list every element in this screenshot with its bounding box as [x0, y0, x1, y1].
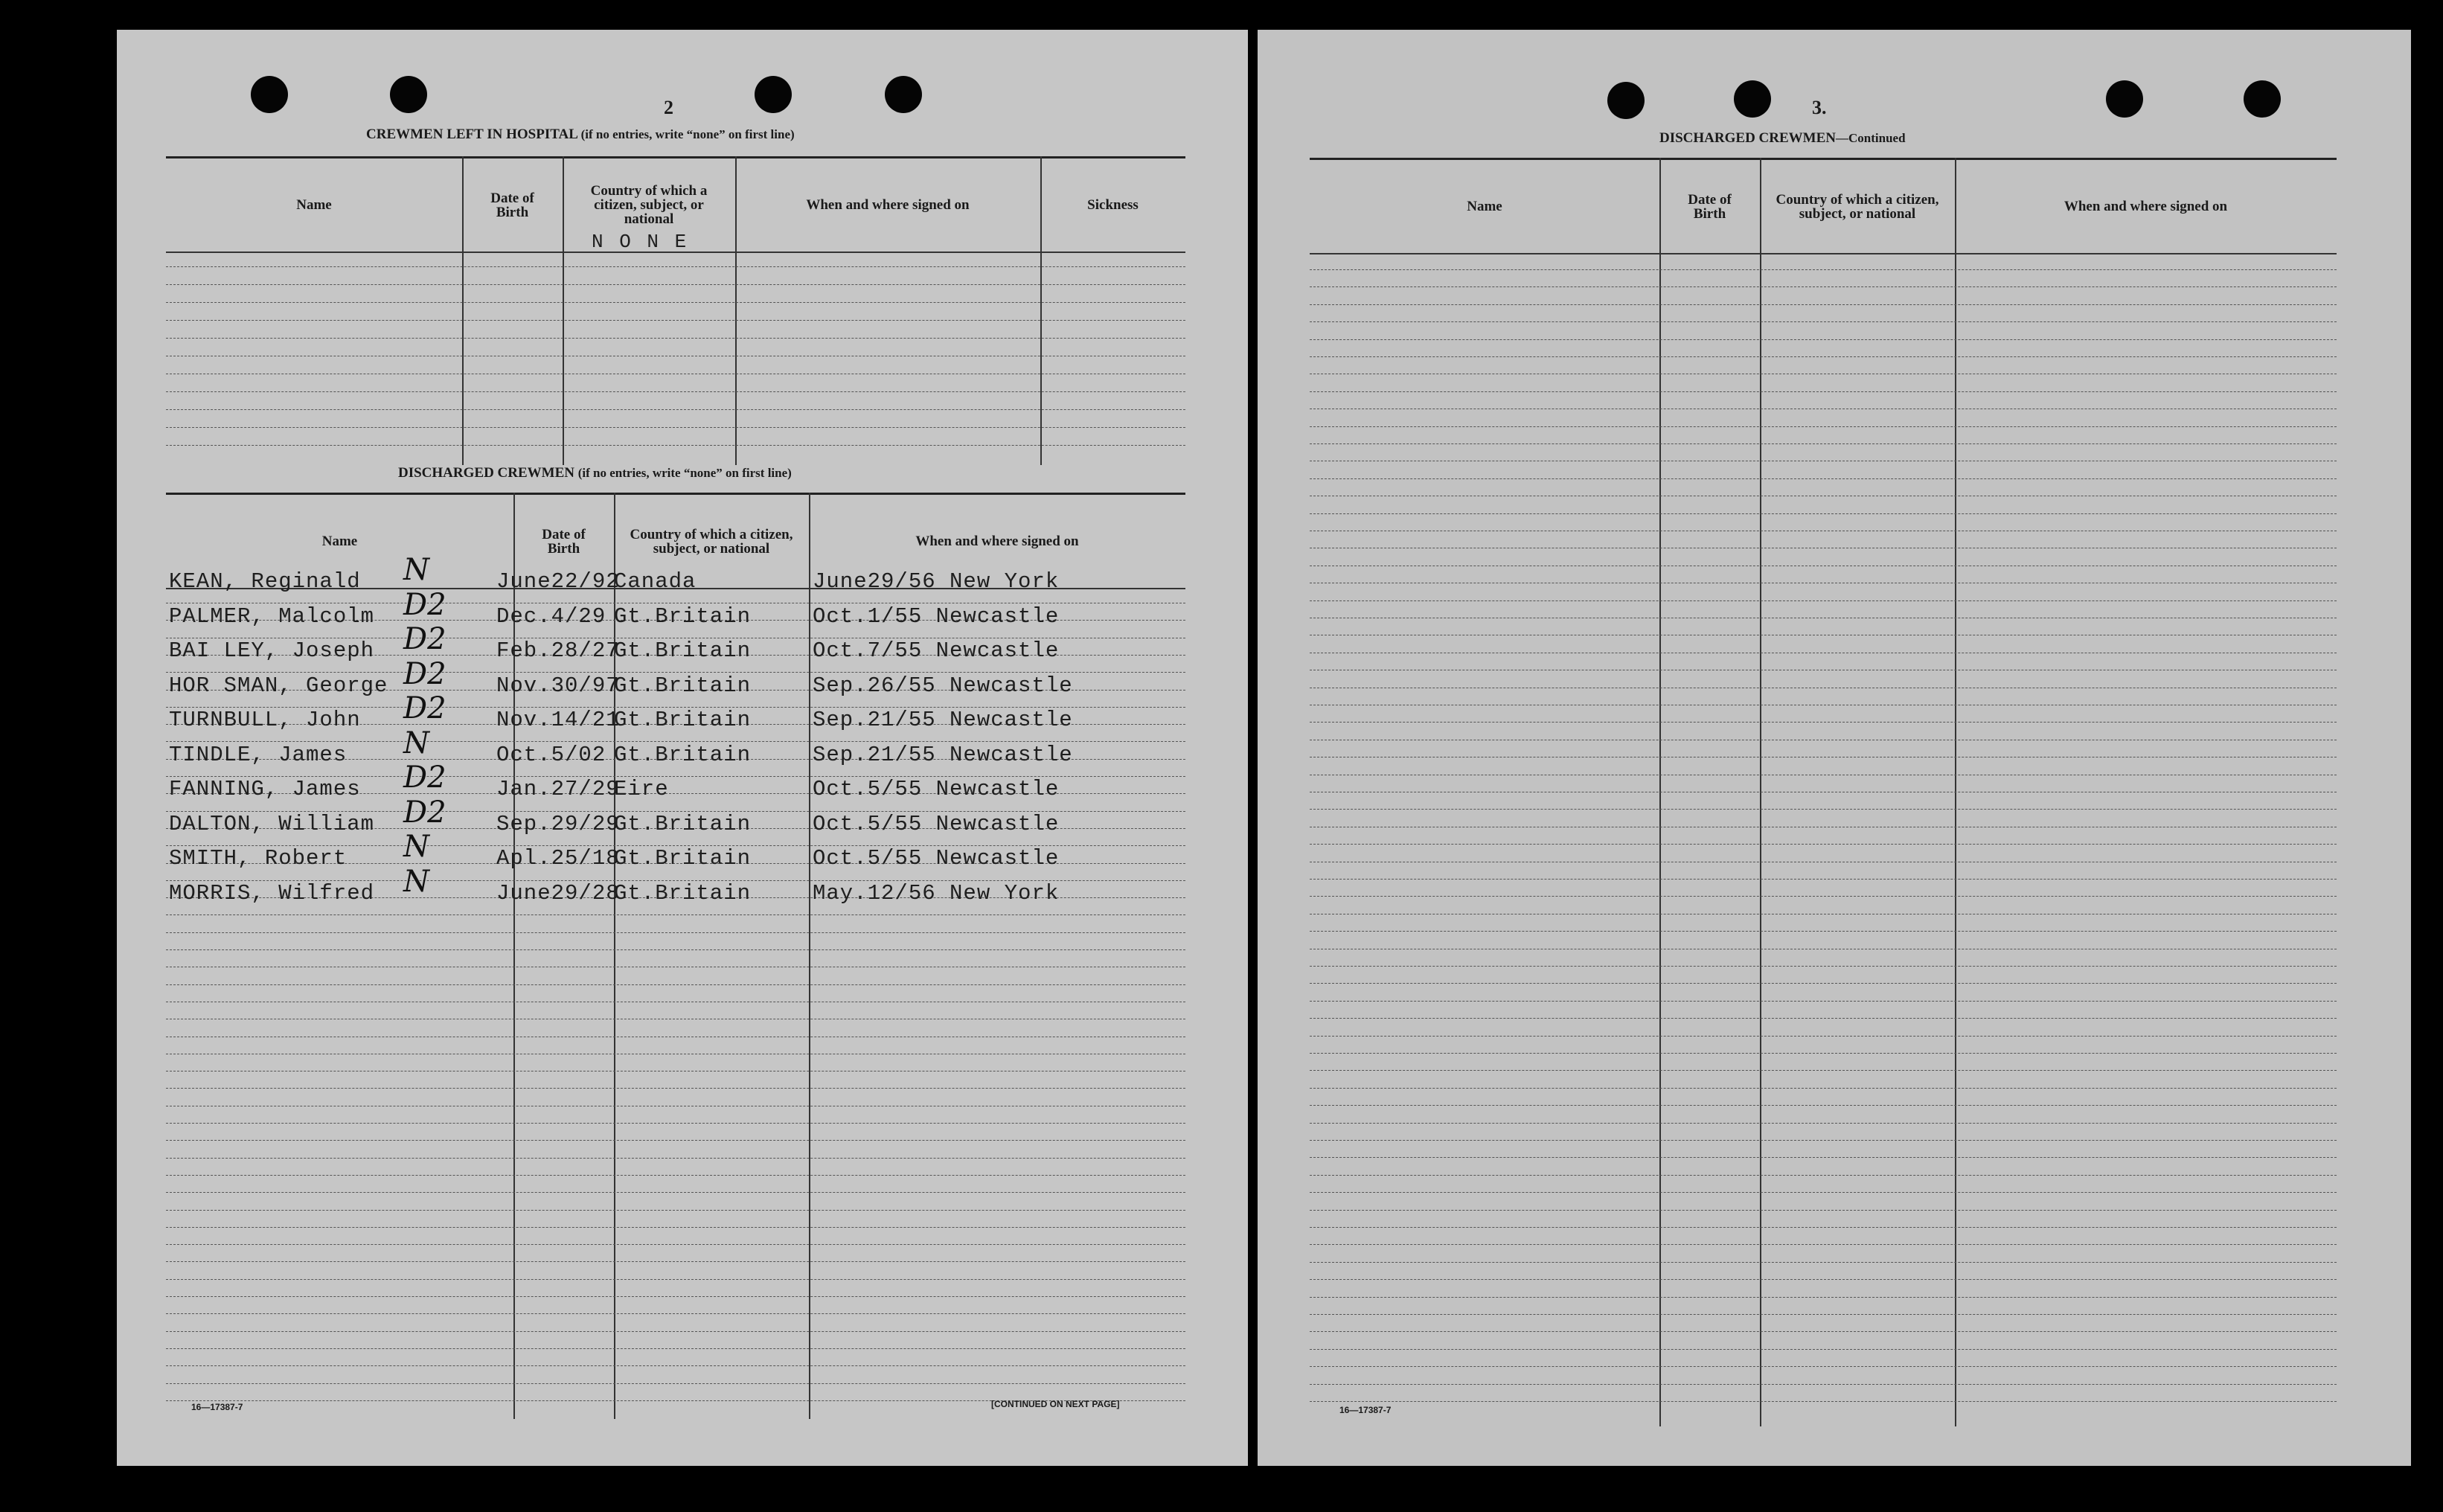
ruled-line: [1310, 1314, 2337, 1315]
hospital-entry-none: N O N E: [592, 231, 689, 253]
ruled-line: [1310, 600, 2337, 601]
ruled-line: [1310, 1297, 2337, 1298]
ruled-line: [1310, 931, 2337, 932]
punch-hole: [885, 76, 922, 113]
crewman-country: Gt.Britain: [614, 603, 752, 629]
crewman-signed: Oct.1/55 Newcastle: [813, 603, 1060, 629]
ruled-line: [1310, 1157, 2337, 1158]
handwritten-mark: D2: [403, 760, 446, 795]
col-name: Name: [321, 534, 358, 549]
ruled-line: [1310, 1123, 2337, 1124]
ruled-line: [166, 1313, 1185, 1314]
crewman-signed: Sep.21/55 Newcastle: [813, 708, 1073, 732]
continued-table-header: [1310, 158, 2337, 254]
ruled-line: [1310, 1175, 2337, 1176]
ruled-line: [1310, 1210, 2337, 1211]
handwritten-mark: D2: [403, 795, 446, 830]
crewman-dob: Nov.30/97: [496, 673, 620, 698]
ruled-line: [1310, 1331, 2337, 1332]
crewman-signed: Oct.5/55 Newcastle: [813, 777, 1060, 801]
ruled-line: [166, 1365, 1185, 1366]
handwritten-mark: D2: [403, 691, 446, 725]
col-dob: Date of Birth: [1688, 191, 1732, 222]
ruled-line: [1310, 1244, 2337, 1245]
ruled-line: [1310, 1262, 2337, 1263]
section-title-discharged-continued: [1659, 130, 1906, 147]
ruled-line: [1310, 339, 2337, 340]
crewman-signed: June29/56 New York: [813, 569, 1060, 594]
ruled-line: [1310, 1192, 2337, 1193]
crewman-dob: Dec.4/29: [496, 603, 606, 629]
ruled-line: [166, 338, 1185, 339]
punch-hole: [755, 76, 792, 113]
col-dob: Date of Birth: [490, 190, 534, 220]
ruled-line: [1310, 356, 2337, 357]
crewman-country: Eire: [614, 777, 669, 801]
crewman-country: Canada: [614, 569, 697, 594]
ruled-line: [166, 445, 1185, 446]
ruled-line: [1310, 478, 2337, 479]
right-page: [1258, 30, 2411, 1466]
crewman-dob: Jan.27/29: [496, 777, 620, 801]
ruled-line: [1310, 1070, 2337, 1071]
ruled-line: [1310, 1001, 2337, 1002]
crewman-country: Gt.Britain: [614, 638, 752, 663]
punch-hole: [251, 76, 288, 113]
punch-hole: [2106, 80, 2143, 118]
crewman-country: Gt.Britain: [614, 846, 752, 871]
crewman-dob: Nov.14/21: [496, 708, 620, 732]
col-signed: When and where signed on: [806, 197, 970, 213]
ruled-line: [166, 1140, 1185, 1141]
crewman-name: TINDLE, James: [169, 742, 348, 767]
discharged-continued-title: DISCHARGED CREWMEN: [1659, 130, 1836, 146]
ruled-line: [1310, 1105, 2337, 1106]
ruled-line: [166, 1210, 1185, 1211]
ruled-line: [166, 284, 1185, 285]
ruled-line: [1310, 1053, 2337, 1054]
handwritten-mark: N: [403, 725, 429, 760]
ruled-line: [166, 932, 1185, 933]
ruled-line: [166, 1158, 1185, 1159]
col-dob: Date of Birth: [542, 526, 586, 557]
crewman-country: Gt.Britain: [614, 811, 752, 836]
col-sickness: Sickness: [1087, 197, 1139, 213]
ruled-line: [1310, 1349, 2337, 1350]
ruled-line: [1310, 1279, 2337, 1280]
ruled-line: [166, 1383, 1185, 1384]
crewman-signed: Oct.7/55 Newcastle: [813, 638, 1060, 663]
section-title-hospital: [366, 126, 795, 143]
ruled-line: [1310, 1088, 2337, 1089]
crewman-name: SMITH, Robert: [169, 846, 348, 871]
crewman-name: TURNBULL, John: [169, 708, 361, 732]
ruled-line: [166, 1261, 1185, 1262]
punch-hole: [390, 76, 427, 113]
ruled-line: [166, 302, 1185, 303]
crewman-name: FANNING, James: [169, 777, 361, 801]
crewman-dob: June22/92: [496, 569, 620, 594]
handwritten-mark: D2: [403, 622, 446, 656]
col-country: Country of which a citizen, subject, or national: [590, 183, 708, 227]
ruled-line: [1310, 722, 2337, 723]
column-divider: [513, 493, 515, 1419]
ruled-line: [166, 1348, 1185, 1349]
crewman-name: KEAN, Reginald: [169, 569, 361, 594]
form-number: 16—17387-7: [1339, 1405, 1392, 1415]
crewman-country: Gt.Britain: [614, 708, 752, 732]
col-signed: When and where signed on: [915, 534, 1079, 549]
ruled-line: [166, 1192, 1185, 1193]
ruled-line: [166, 1088, 1185, 1089]
ruled-line: [166, 1175, 1185, 1176]
ruled-line: [166, 1331, 1185, 1332]
ruled-line: [166, 427, 1185, 428]
ruled-line: [1310, 1227, 2337, 1228]
crewman-name: DALTON, William: [169, 811, 375, 836]
ruled-line: [1310, 391, 2337, 392]
ruled-line: [1310, 426, 2337, 427]
ruled-line: [166, 320, 1185, 321]
ruled-line: [166, 984, 1185, 985]
page-number: 3.: [1812, 97, 1827, 118]
ruled-line: [1310, 513, 2337, 514]
ruled-line: [1310, 1384, 2337, 1385]
ruled-line: [1310, 1401, 2337, 1402]
left-page: [117, 30, 1248, 1466]
ruled-line: [1310, 1018, 2337, 1019]
ruled-line: [1310, 966, 2337, 967]
crewman-name: HOR SMAN, George: [169, 673, 388, 698]
column-divider: [614, 493, 615, 1419]
handwritten-mark: D2: [403, 656, 446, 691]
ruled-line: [1310, 844, 2337, 845]
crewman-name: PALMER, Malcolm: [169, 603, 375, 629]
handwritten-mark: N: [403, 830, 429, 864]
handwritten-mark: N: [403, 864, 429, 899]
crewman-dob: Feb.28/27: [496, 638, 620, 663]
continued-suffix: —Continued: [1836, 131, 1906, 145]
crewman-dob: June29/28: [496, 880, 620, 906]
ruled-line: [1310, 321, 2337, 322]
ruled-line: [1310, 1036, 2337, 1037]
continued-note: [CONTINUED ON NEXT PAGE]: [991, 1399, 1120, 1409]
crewman-dob: Sep.29/29: [496, 811, 620, 836]
hospital-title: CREWMEN LEFT IN HOSPITAL: [366, 126, 577, 142]
column-divider: [1040, 156, 1042, 465]
ruled-line: [166, 914, 1185, 915]
hospital-subtitle: (if no entries, write “none” on first line): [580, 127, 795, 141]
ruled-line: [1310, 269, 2337, 270]
ruled-line: [166, 1244, 1185, 1245]
punch-hole: [2244, 80, 2281, 118]
ruled-line: [166, 409, 1185, 410]
ruled-line: [166, 949, 1185, 950]
ruled-line: [1310, 809, 2337, 810]
crewman-signed: Sep.21/55 Newcastle: [813, 742, 1073, 767]
crewman-name: BAI LEY, Joseph: [169, 638, 375, 663]
col-name: Name: [1467, 199, 1502, 214]
crewman-signed: Oct.5/55 Newcastle: [813, 811, 1060, 836]
crewman-country: Gt.Britain: [614, 673, 752, 698]
column-divider: [735, 156, 737, 465]
ruled-line: [1310, 983, 2337, 984]
handwritten-mark: N: [403, 553, 429, 587]
ruled-line: [166, 1227, 1185, 1228]
punch-hole: [1734, 80, 1771, 118]
crewman-country: Gt.Britain: [614, 742, 752, 767]
crewman-name: MORRIS, Wilfred: [169, 880, 375, 906]
ruled-line: [1310, 896, 2337, 897]
crewman-dob: Oct.5/02: [496, 742, 606, 767]
column-divider: [809, 493, 810, 1419]
ruled-line: [1310, 879, 2337, 880]
crewman-country: Gt.Britain: [614, 880, 752, 906]
ruled-line: [1310, 1140, 2337, 1141]
ruled-line: [1310, 304, 2337, 305]
ruled-line: [166, 391, 1185, 392]
crewman-signed: Sep.26/55 Newcastle: [813, 673, 1073, 698]
column-divider: [563, 156, 564, 465]
column-divider: [462, 156, 464, 465]
ruled-line: [1310, 286, 2337, 287]
col-country: Country of which a citizen, subject, or national: [630, 526, 793, 557]
ruled-line: [1310, 443, 2337, 444]
col-country: Country of which a citizen, subject, or national: [1776, 191, 1939, 222]
form-number: 16—17387-7: [191, 1402, 243, 1412]
discharged-subtitle: (if no entries, write “none” on first line): [577, 466, 792, 480]
section-title-discharged: [398, 465, 792, 481]
handwritten-mark: D2: [403, 587, 446, 622]
crewman-signed: Oct.5/55 Newcastle: [813, 846, 1060, 871]
ruled-line: [166, 266, 1185, 267]
ruled-line: [166, 1296, 1185, 1297]
discharged-title: DISCHARGED CREWMEN: [398, 465, 574, 481]
crewman-dob: Apl.25/18: [496, 846, 620, 871]
ruled-line: [1310, 1366, 2337, 1367]
ruled-line: [166, 1123, 1185, 1124]
punch-hole: [1607, 82, 1645, 119]
page-number: 2: [664, 97, 673, 118]
col-signed: When and where signed on: [2063, 199, 2228, 214]
crewman-signed: May.12/56 New York: [813, 880, 1060, 906]
ruled-line: [166, 1279, 1185, 1280]
col-name: Name: [296, 197, 332, 213]
